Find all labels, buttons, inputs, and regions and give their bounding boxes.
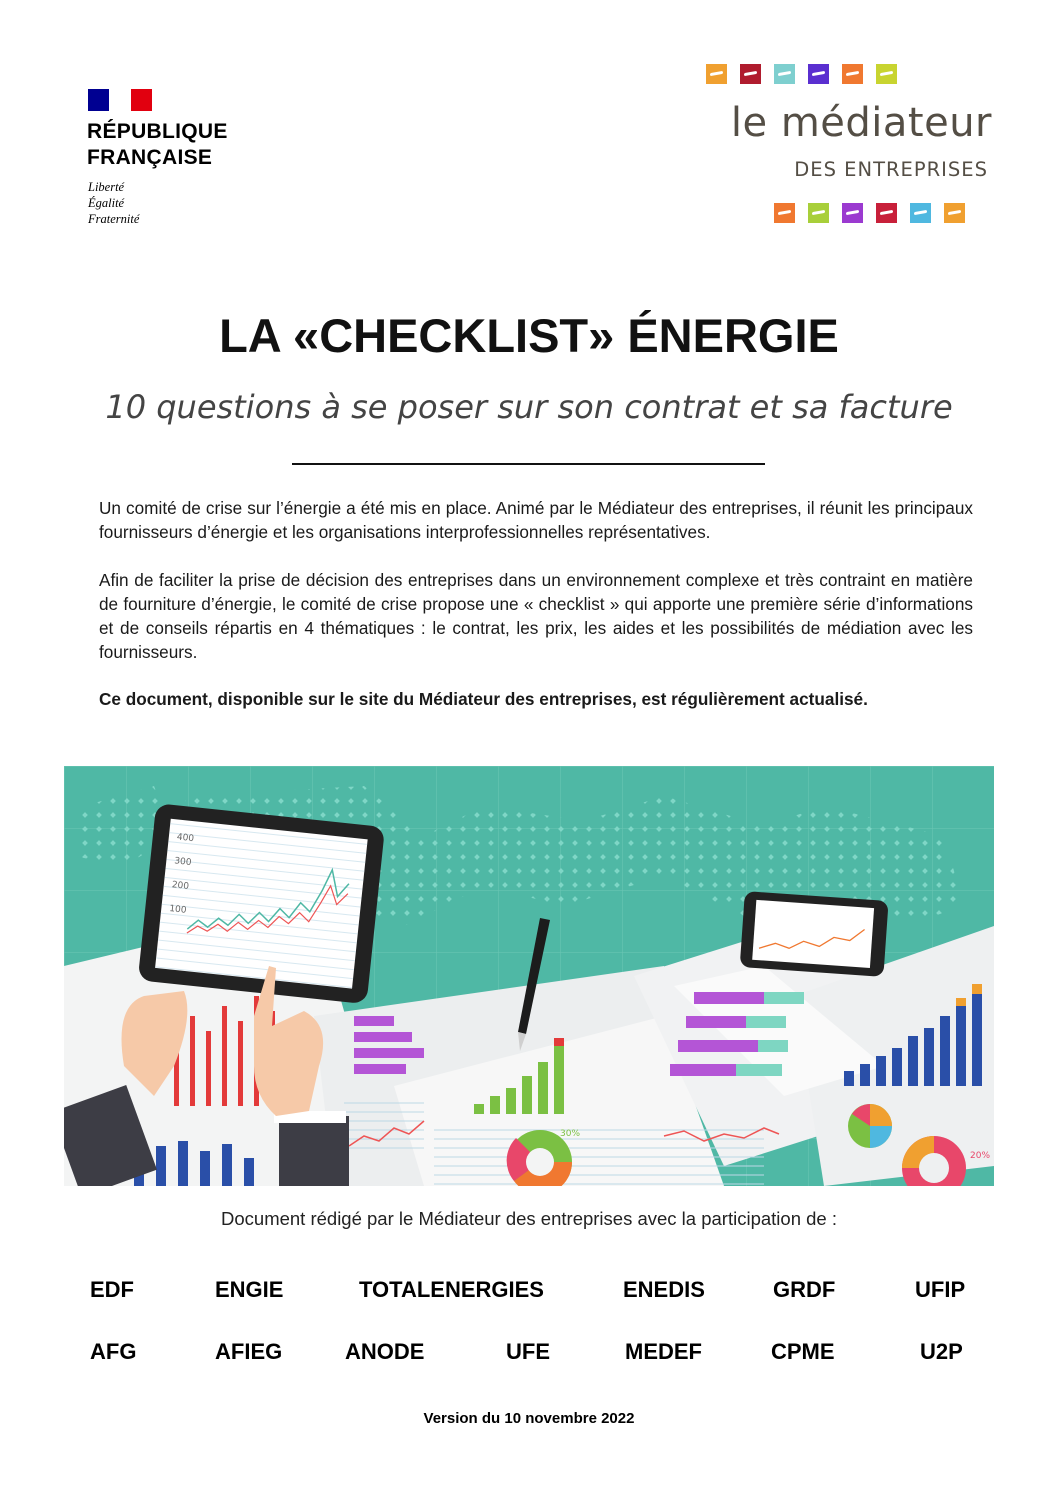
republique-name: RÉPUBLIQUE FRANÇAISE [87, 120, 228, 169]
version-date: Version du 10 novembre 2022 [423, 1410, 635, 1427]
intro-paragraph-3: Ce document, disponible sur le site du Médiateur des entreprises, est régulièrement actualisé. [99, 689, 868, 709]
tablet [138, 803, 385, 1004]
org-ufip: UFIP [915, 1277, 966, 1302]
logo-square [706, 64, 727, 84]
logo-square [808, 64, 829, 84]
org-anode: ANODE [345, 1339, 425, 1364]
logo-square [774, 203, 795, 223]
lined-sheet [434, 1126, 764, 1186]
participation-credit: Document rédigé par le Médiateur des entreprises avec la participation de : [221, 1208, 837, 1229]
org-enedis: ENEDIS [623, 1277, 705, 1302]
tablet-axis-label: 400 [176, 832, 195, 845]
org-edf: EDF [90, 1277, 134, 1302]
logo-square [842, 64, 863, 84]
flag-blue [88, 89, 109, 111]
intro-paragraph-2: Afin de faciliter la prise de décision des entreprises dans un environnement complexe et très contraint en matière de fourniture d’énergie, le comité de crise propose une « checklist » qui apporte une première série d’informations et de conseils répartis en 4 thématiques : le contrat, les prix, les aides et les possibilités de médiation avec les fournisseurs. [99, 570, 973, 662]
logo-square [808, 203, 829, 223]
republique-flag [88, 89, 152, 111]
tablet-axis-label: 200 [171, 880, 190, 892]
tablet-axis-label: 300 [173, 856, 192, 869]
flag-white [109, 89, 130, 111]
org-ufe: UFE [506, 1339, 550, 1364]
phone [740, 891, 889, 977]
org-afg: AFG [90, 1339, 137, 1364]
mediateur-subtitle: DES ENTREPRISES [794, 158, 988, 181]
flag-red [131, 89, 152, 111]
logo-square [876, 203, 897, 223]
org-u2p: U2P [920, 1339, 963, 1364]
mediateur-bottom-squares [774, 203, 965, 223]
logo-square [740, 64, 761, 84]
logo-square [944, 203, 965, 223]
org-grdf: GRDF [773, 1277, 836, 1302]
republique-motto: Liberté Égalité Fraternité [88, 180, 140, 226]
org-medef: MEDEF [625, 1339, 702, 1364]
document-title: LA «CHECKLIST» ÉNERGIE [219, 309, 839, 362]
document-subtitle: 10 questions à se poser sur son contrat et sa facture [105, 388, 953, 426]
pie-label: 20% [970, 1151, 991, 1161]
pie-chart [848, 1104, 892, 1148]
org-totalenergies: TOTALENERGIES [359, 1277, 544, 1302]
mediateur-top-squares [706, 64, 897, 84]
title-divider [292, 463, 765, 465]
intro-paragraph-1: Un comité de crise sur l’énergie a été mis en place. Animé par le Médiateur des entreprises, il réunit les principaux fournisseurs d’énergie et les organisations interprofessionnelles représentatives. [99, 498, 973, 542]
org-afieg: AFIEG [215, 1339, 283, 1364]
logo-square [774, 64, 795, 84]
logo-square [910, 203, 931, 223]
illustration [64, 766, 994, 1186]
illustration-svg [64, 766, 994, 1186]
logo-square [842, 203, 863, 223]
mediateur-title: le médiateur [730, 100, 992, 146]
tablet-axis-label: 100 [168, 904, 187, 916]
org-cpme: CPME [771, 1339, 835, 1364]
org-engie: ENGIE [215, 1277, 284, 1302]
logo-square [876, 64, 897, 84]
pie-label: 30% [560, 1129, 581, 1139]
lined-sheet [344, 1096, 424, 1156]
